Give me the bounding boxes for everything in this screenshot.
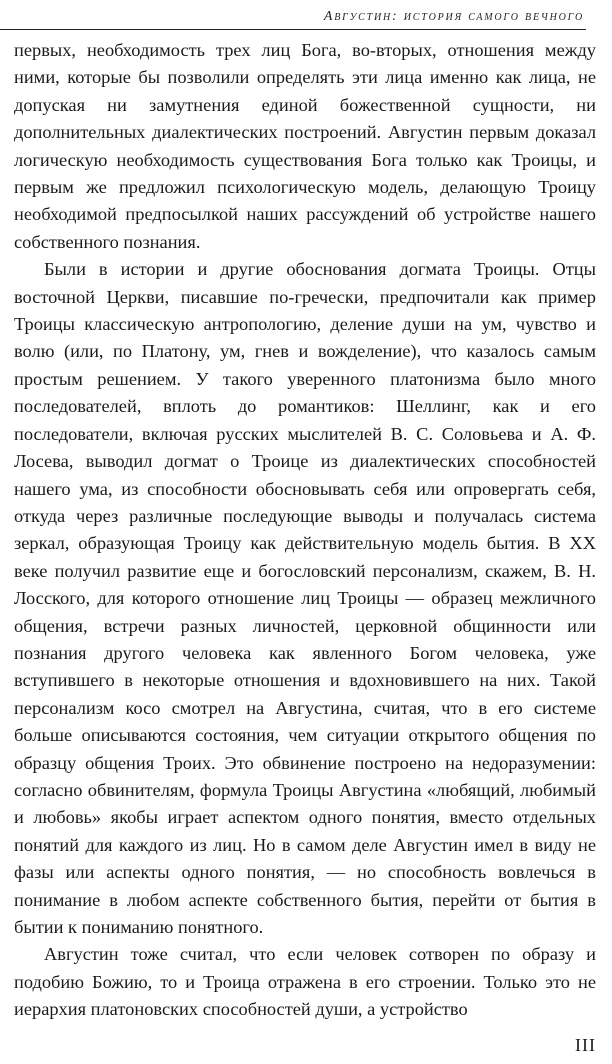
main-text (14, 37, 596, 1024)
running-head-title: Августин: история самого вечного (323, 9, 584, 24)
paragraph: Августин тоже считал, что если человек сотворен по образу и подобию Божию, то и Троица отражена в его строении. Только это не иерархия платоновских способностей души, а устройство (14, 944, 596, 1020)
paragraph-continued: первых, необходимость трех лиц Бога, во-вторых, отношения между ними, которые бы позволили определять эти лица именно как лица, не допуская ни замутнения единой божественной сущности, ни дополнительных диалектических построений. Августин первым доказал логическую необходимость существования Бога только как Троицы, и первым же предложил психологическую модель, делающую Троицу необходимой предпосылкой наших рассуждений об устройстве нашего собственного познания. (14, 40, 596, 252)
page-number: III (575, 1035, 596, 1055)
paragraph: Были в истории и другие обоснования догмата Троицы. Отцы восточной Церкви, писавшие по-гречески, предпочитали как пример Троицы классическую антропологию, деление души на ум, чувство и волю (или, по Платону, ум, гнев и вожделение), что казалось самым простым решением. У такого уверенного платонизма было много последователей, вплоть до романтиков: Шеллинг, как и его последователи, включая русских мыслителей В. С. Соловьева и А. Ф. Лосева, выводил догмат о Троице из диалектических способностей нашего ума, из способности обосновывать себя или опровергать себя, откуда через различные последующие выводы и получалась система зеркал, образующая Троицу как действительную модель бытия. В XX веке получил развитие еще и богословский персонализм, скажем, В. Н. Лосского, для которого отношение лиц Троицы — образец межличного общения, встречи разных личностей, церковной общинности или познания другого человека как явленного Богом человека, уже вступившего в некоторые отношения и вдохновившего на них. Такой персонализм косо смотрел на Августина, считая, что в его системе больше описываются состояния, чем ситуации открытого общения по образцу общения Троих. Это обвинение построено на недоразумении: согласно обвинителям, формула Троицы Августина «любящий, любимый и любовь» якобы играет аспектом одного понятия, вместо отдельных понятий для каждого из лиц. Но в самом деле Августин имел в виду не фазы или аспекты одного понятия, — но способность вовлечься в понимание в любом аспекте собственного бытия, перейти от бытия в бытии к пониманию понятного. (14, 259, 596, 937)
running-head (0, 7, 586, 30)
